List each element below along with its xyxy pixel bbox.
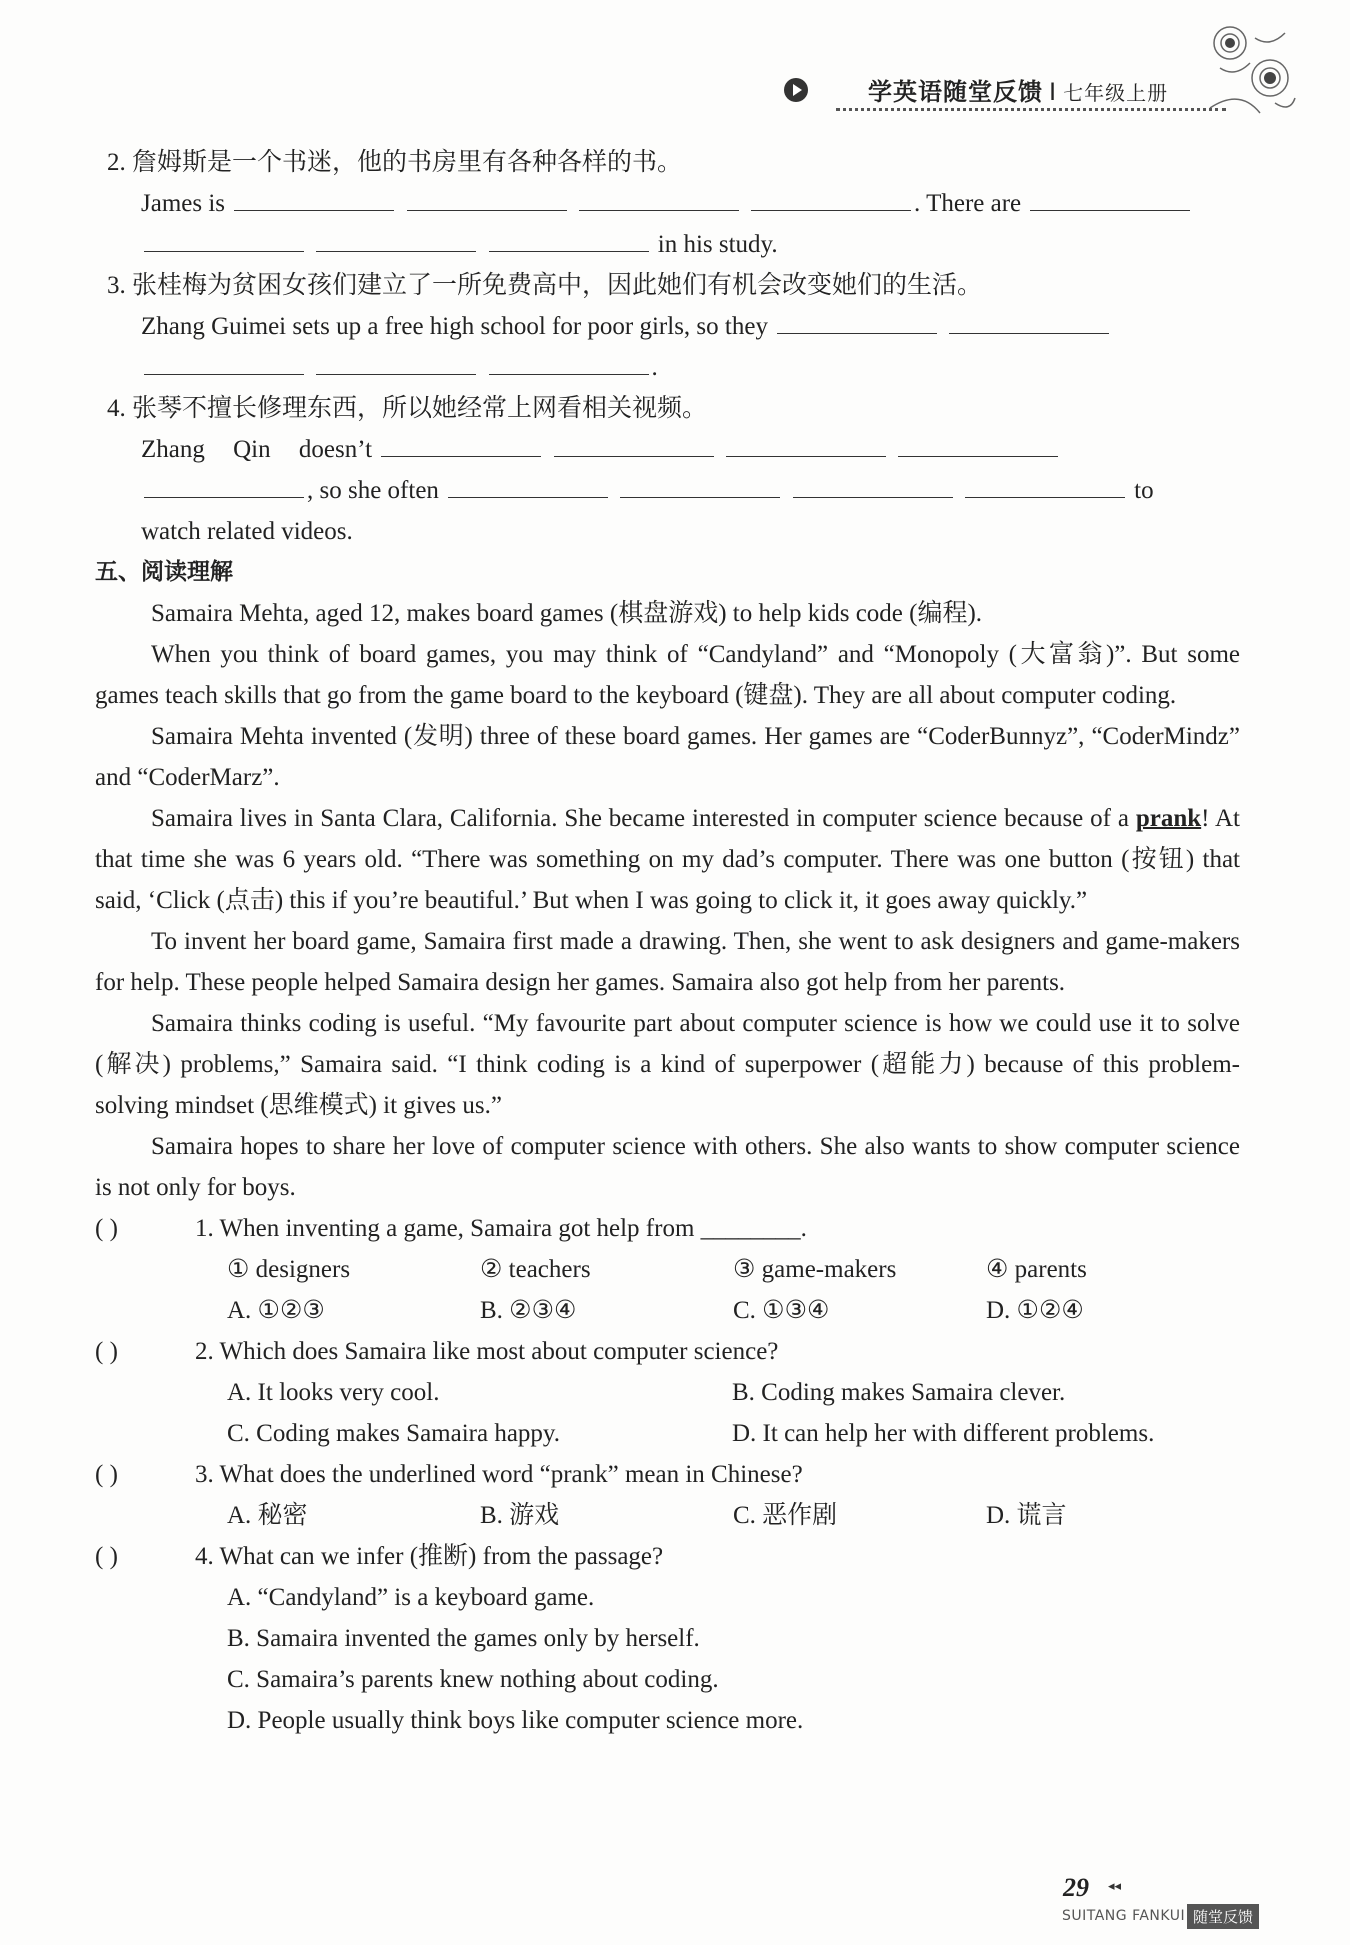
item: ② teachers [480,1256,591,1283]
option[interactable]: B. 游戏 [480,1502,560,1529]
answer-blank[interactable] [965,475,1125,498]
question-stem: 4. What can we infer (推断) from the passage? [195,1543,664,1570]
answer-blank[interactable] [898,434,1058,457]
option[interactable]: D. It can help her with different problems. [732,1420,1155,1447]
answer-blank[interactable] [144,475,304,498]
passage-paragraph: When you think of board games, you may think of “Candyland” and “Monopoly (大富翁)”. But some games teach skills that go from the game board to the keyboard (键盘). They are all about computer coding. [95,641,1240,709]
option[interactable]: B. Samaira invented the games only by herself. [227,1625,700,1652]
option[interactable]: A. ①②③ [227,1297,325,1324]
sentence-text: Zhang Qin doesn’t [141,436,373,463]
passage-paragraph: Samaira hopes to share her love of computer science with others. She also wants to show computer science is not only for boys. [95,1133,1240,1201]
answer-blank[interactable] [554,434,714,457]
option[interactable]: D. ①②④ [986,1297,1084,1324]
translation-q3-cn [95,265,1240,306]
answer-blank[interactable] [489,352,649,375]
option[interactable]: B. ②③④ [480,1297,577,1324]
answer-blank[interactable] [316,352,476,375]
option[interactable]: D. People usually think boys like computer science more. [227,1707,804,1734]
translation-q2-cn [95,142,1240,183]
answer-blank[interactable] [489,229,649,252]
sentence-text: James is [141,190,226,217]
underlined-word: prank [1135,805,1202,832]
paragraph-text: Samaira lives in Santa Clara, California. She became interested in computer science because of a [151,805,1129,832]
answer-paren[interactable]: ( ) [95,1338,118,1365]
item: ③ game-makers [733,1256,897,1283]
sentence-text: . [651,354,658,381]
option[interactable]: A. 秘密 [227,1502,308,1529]
answer-blank[interactable] [751,188,911,211]
question-3-options [95,1495,1240,1536]
option[interactable]: C. 恶作剧 [733,1502,838,1529]
translation-q4-en [95,429,1240,470]
answer-blank[interactable] [407,188,567,211]
sentence-text: to [1134,477,1154,504]
footer-tag: 随堂反馈 [1187,1904,1259,1929]
passage-paragraph: Samaira Mehta, aged 12, makes board games (棋盘游戏) to help kids code (编程). [151,600,983,627]
answer-blank[interactable] [777,311,937,334]
answer-paren[interactable]: ( ) [95,1215,118,1242]
item: ④ parents [986,1256,1087,1283]
sentence-text: , so she often [307,477,439,504]
question-stem: 2. Which does Samaira like most about computer science? [195,1338,779,1365]
sentence-text: Zhang Guimei sets up a free high school for poor girls, so they [141,313,768,340]
answer-blank[interactable] [579,188,739,211]
play-icon [784,78,808,102]
chinese-sentence: 张桂梅为贫困女孩们建立了一所免费高中，因此她们有机会改变她们的生活。 [132,272,983,299]
page-content [95,142,1240,1741]
header-title [868,72,1168,107]
answer-paren[interactable]: ( ) [95,1461,118,1488]
paragraph-text: ! At that time she was 6 years old. “There was something on my dad’s computer. There was one button (按钮) that said, ‘Click (点击) this if you’re beautiful.’ But when I was going to click it, it goes away quickly.” [95,805,1241,914]
option[interactable]: C. Samaira’s parents knew nothing about coding. [227,1666,719,1693]
chinese-sentence: 詹姆斯是一个书迷，他的书房里有各种各样的书。 [132,149,683,176]
question-4 [95,1536,1240,1577]
answer-paren[interactable]: ( ) [95,1543,118,1570]
answer-blank[interactable] [381,434,541,457]
chinese-sentence: 张琴不擅长修理东西，所以她经常上网看相关视频。 [132,395,708,422]
answer-blank[interactable] [234,188,394,211]
question-stem: 1. When inventing a game, Samaira got help from ________. [195,1215,807,1242]
translation-q3-en-cont [95,347,1240,388]
option[interactable]: C. Coding makes Samaira happy. [227,1420,561,1447]
option[interactable]: D. 谎言 [986,1502,1067,1529]
passage-paragraph: To invent her board game, Samaira first made a drawing. Then, she went to ask designers and game-makers for help. These people helped Samaira design her games. Samaira also got help from her parents. [95,928,1240,996]
page-number: 29 [1063,1873,1089,1902]
translation-q4-cn [95,388,1240,429]
option[interactable]: A. “Candyland” is a keyboard game. [227,1584,595,1611]
footer-brand: SUITANG FANKUI [1062,1908,1186,1924]
answer-blank[interactable] [726,434,886,457]
translation-q3-en [95,306,1240,347]
sentence-text: in his study. [657,231,778,258]
passage-paragraph [95,798,1240,921]
translation-q4-en-end: watch related videos. [141,518,353,545]
question-stem: 3. What does the underlined word “prank” mean in Chinese? [195,1461,803,1488]
answer-blank[interactable] [949,311,1109,334]
passage-paragraph: Samaira thinks coding is useful. “My favourite part about computer science is how we could use it to solve (解决) problems,” Samaira said. “I think coding is a kind of superpower (超能力) because of this problem-solving mindset (思维模式) it gives us.” [95,1010,1240,1119]
section-heading: 五、阅读理解 [95,559,233,585]
translation-q4-en-cont [95,470,1240,511]
option[interactable]: C. ①③④ [733,1297,830,1324]
passage-paragraph: Samaira Mehta invented (发明) three of these board games. Her games are “CoderBunnyz”, “CoderMindz” and “CoderMarz”. [95,723,1240,791]
answer-blank[interactable] [448,475,608,498]
question-number: 4. [107,395,126,422]
question-1 [95,1208,1240,1249]
answer-blank[interactable] [793,475,953,498]
option[interactable]: B. Coding makes Samaira clever. [732,1379,1066,1406]
translation-q2-en [95,183,1240,224]
translation-q2-en-cont [95,224,1240,265]
question-1-options [95,1290,1240,1331]
question-2-options-row1 [95,1372,1240,1413]
flower-decoration-icon [1200,18,1300,128]
option[interactable]: A. It looks very cool. [227,1379,440,1406]
question-2 [95,1331,1240,1372]
question-3 [95,1454,1240,1495]
book-grade: 七年级上册 [1063,81,1169,105]
question-1-items [95,1249,1240,1290]
answer-blank[interactable] [144,229,304,252]
header-separator: I [1049,78,1058,106]
sentence-text: . There are [914,190,1022,217]
arrow-icon: ◂◂ [1108,1878,1122,1893]
header-dotted-rule [836,108,1226,111]
question-2-options-row2 [95,1413,1240,1454]
question-number: 3. [107,272,126,299]
answer-blank[interactable] [316,229,476,252]
book-title: 学英语随堂反馈 [868,78,1043,106]
question-number: 2. [107,149,126,176]
answer-blank[interactable] [620,475,780,498]
item: ① designers [227,1256,351,1283]
answer-blank[interactable] [144,352,304,375]
page-header [780,68,1250,114]
answer-blank[interactable] [1030,188,1190,211]
